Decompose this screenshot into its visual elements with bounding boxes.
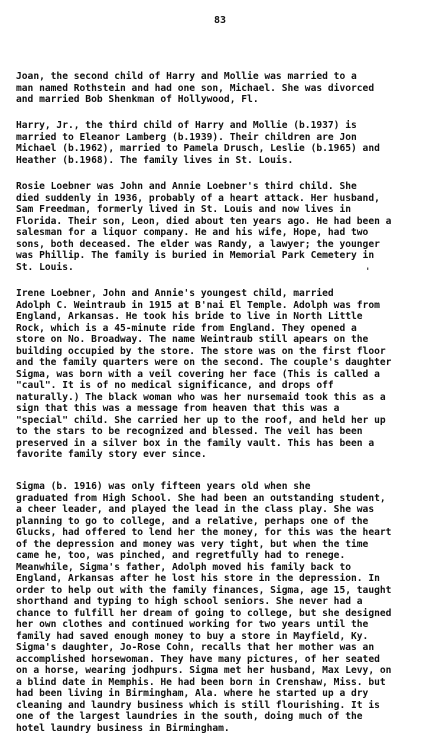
text-line: Sigma (b. 1916) was only fifteen years old when she (16, 481, 311, 492)
text-line: naturally.) The black woman who was her nursemaid took this as a (16, 391, 386, 403)
text-line: was Phillip. The family is buried in Memorial Park Cemetery in (16, 250, 375, 261)
text-line: planning to go to college, and a relative, perhaps one of the (16, 515, 369, 527)
paragraph-irene (16, 288, 426, 461)
text-line: Joan, the second child of Harry and Mollie was married to a (16, 71, 357, 82)
text-line: on a horse, wearing jodhpurs. Sigma met her husband, Max Levy, on (16, 665, 392, 676)
paragraph-rosie (16, 181, 426, 273)
text-line: Sigma, was born with a veil covering her face (This is called a (16, 368, 380, 380)
text-line: salesman for a liquor company. He and his wife, Hope, had two (16, 227, 369, 238)
text-line: Meanwhile, Sigma's father, Adolph moved his family back to (16, 561, 352, 573)
text-line: hotel laundry business in Birmingham. (16, 722, 230, 734)
text-line: Sigma's daughter, Jo-Rose Cohn, recalls that her mother was an (16, 642, 375, 653)
text-line: had been living in Birmingham, Ala. where he started up a dry (16, 688, 369, 699)
text-line: one of the largest laundries in the south, doing much of the (16, 711, 363, 722)
text-line: to the stars to be recognized and blessed. The veil has been (16, 426, 363, 437)
text-line: a cheer leader, and played the lead in the class play. She was (16, 504, 375, 515)
text-line: graduated from High School. She had been an outstanding student, (16, 492, 386, 504)
text-line: Adolph C. Weintraub in 1915 at B'nai El Temple. Adolph was from (16, 299, 380, 311)
text-line: building occupied by the store. The store was on the first floor (16, 345, 386, 357)
text-line: Michael (b.1962), married to Pamela Drusch, Leslie (b.1965) and (16, 143, 380, 154)
paragraph-harry-jr (16, 120, 426, 166)
text-line: accomplished horsewoman. They have many pictures, of her seated (16, 653, 380, 665)
text-line: shorthand and typing to high school seniors. She never had a (16, 596, 363, 607)
text-line: Irene Loebner, John and Annie's youngest child, married (16, 288, 334, 299)
text-line: chance to fulfill her dream of going to college, but she designed (16, 607, 392, 619)
text-line: her own clothes and continued working for two years until the (16, 619, 369, 630)
text-line: Florida. Their son, Leon, died about ten years ago. He had been a (16, 215, 392, 227)
text-line: Heather (b.1968). The family lives in St. Louis. (16, 154, 294, 166)
text-line: order to help out with the family finances, Sigma, age 15, taught (16, 584, 392, 596)
text-line: England, Arkansas. He took his bride to live in North Little (16, 311, 363, 322)
text-line: and the family quarters were on the second. The couple's daughter (16, 357, 392, 368)
text-line: England, Arkansas after he lost his store in the depression. In (16, 573, 380, 584)
paragraph-joan (16, 71, 426, 106)
text-line: sign that this was a message from heaven that this was a (16, 403, 340, 414)
text-line: preserved in a silver box in the family vault. This has been a (16, 437, 375, 449)
text-line: man named Rothstein and had one son, Michael. She was divorced (16, 82, 375, 94)
text-line: favorite family story ever since. (16, 449, 207, 460)
page-number: 83 (213, 15, 227, 26)
text-line: "caul". It is of no medical significance, and drops off (16, 380, 334, 391)
text-line: and married Bob Shenkman of Hollywood, Fl. (16, 94, 259, 105)
text-line: came he, too, was pinched, and regretfully had to renege. (16, 550, 346, 561)
text-line: Rock, which is a 45-minute ride from England. They opened a (16, 322, 357, 334)
text-line: a blind date in Memphis. He had been born in Crenshaw, Miss. but (16, 676, 386, 688)
text-line: Harry, Jr., the third child of Harry and Mollie (b.1937) is (16, 120, 357, 131)
text-line: St. Louis. (16, 261, 74, 273)
text-line: Rosie Loebner was John and Annie Loebner's third child. She (16, 181, 357, 192)
text-line: family had saved enough money to buy a store in Mayfield, Ky. (16, 630, 369, 642)
text-line: of the depression and money was very tight, but when the time (16, 538, 369, 550)
stray-mark: ' (365, 267, 371, 277)
text-line: cleaning and laundry business which is still flourishing. It is (16, 699, 380, 711)
text-line: "special" child. She carried her up to the roof, and held her up (16, 414, 386, 426)
text-line: store on No. Broadway. The name Weintraub still apears on the (16, 334, 369, 345)
text-line: sons, both deceased. The elder was Randy, a lawyer; the younger (16, 238, 380, 250)
text-line: Glucks, had offered to lend her the money, for this was the heart (16, 527, 392, 538)
text-line: married to Eleanor Lamberg (b.1939). Their children are Jon (16, 131, 357, 143)
paragraph-sigma (16, 481, 426, 734)
text-line: died suddenly in 1936, probably of a heart attack. Her husband, (16, 192, 380, 204)
text-line: Sam Freedman, formerly lived in St. Louis and now lives in (16, 204, 352, 215)
